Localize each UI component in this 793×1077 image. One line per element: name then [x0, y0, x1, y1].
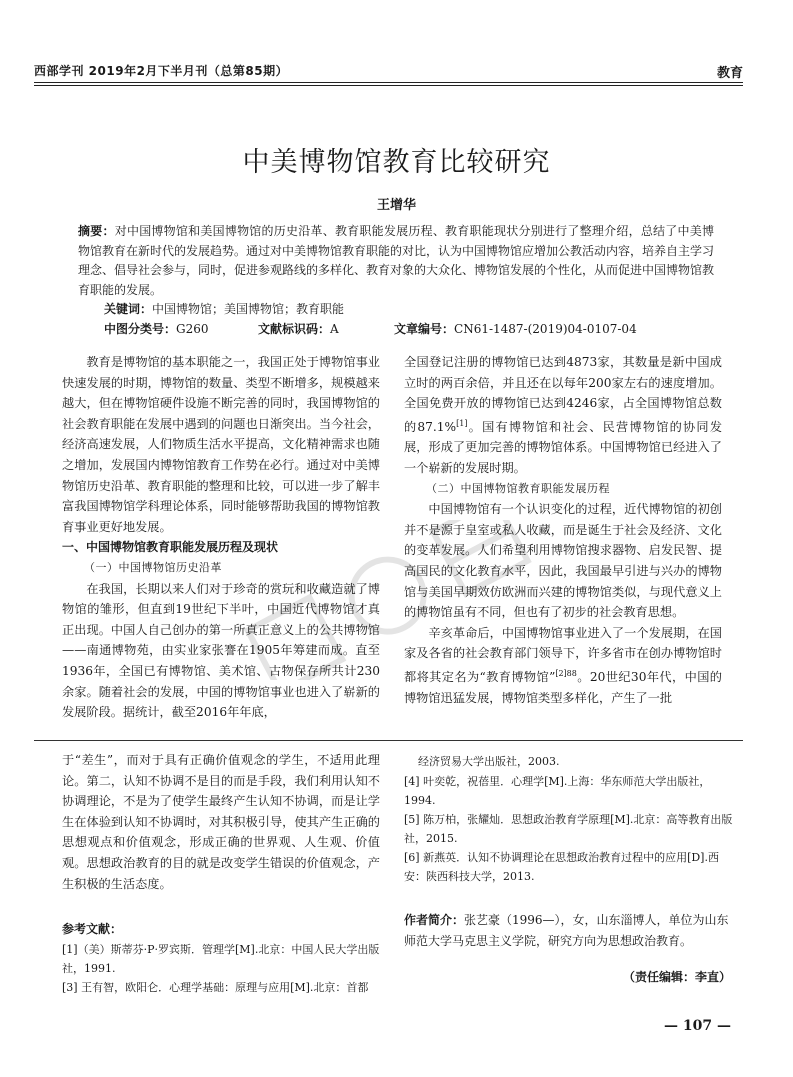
journal-header: 西部学刊 2019年2月下半月刊（总第85期）	[34, 64, 289, 78]
keywords-label: 关键词：	[104, 302, 153, 316]
bio-label: 作者简介：	[404, 913, 465, 927]
section-label: 教育	[716, 66, 743, 81]
citation: [1]	[456, 418, 468, 428]
body-right-column	[404, 352, 722, 708]
reference-item: [6] 新燕英．认知不协调理论在思想政治教育过程中的应用[D].西安：陕西科技大学，2013.	[404, 851, 719, 883]
reference-item: [4] 叶奕乾，祝蓓里．心理学[M].上海：华东师范大学出版社，1994.	[404, 775, 711, 807]
paragraph-text: 全国登记注册的博物馆已达到4873家，其数量是新中国成立时的两百余倍，并且还在以每年200家左右的速度增加。全国免费开放的博物馆已达到4246家，占全国博物馆总数的87.1%	[404, 355, 722, 434]
article-number	[394, 320, 637, 337]
paragraph-text: 。20世纪30年代，中国的博物馆迅猛发展，博物馆类型多样化，产生了一批	[404, 670, 722, 705]
reference-item: [1]（美）斯蒂芬·P·罗宾斯．管理学[M].北京：中国人民大学出版社，1991.	[62, 943, 380, 975]
previous-article-continuation	[62, 750, 380, 894]
reference-item: 经济贸易大学出版社，2003.	[418, 755, 560, 768]
paragraph: 于“差生”，而对于具有正确价值观念的学生，不适用此理论。第二，认知不协调不是目的而是手段，我们利用认知不协调理论，不是为了使学生最终产生认知不协调，而是让学生在体验到认知不协调时，对其积极引导，使其产生正确的思想观点和价值观念，形成正确的世界观、人生观、价值观。思想政治教育的目的就是改变学生错误的价值观念，产生积极的生活态度。	[62, 753, 380, 891]
keywords	[104, 300, 344, 317]
doc-label: 文献标识码：	[258, 322, 331, 336]
paragraph-text: 。国有博物馆和社会、民营博物馆的协同发展，形成了更加完善的博物馆体系。中国博物馆已经进入了一个崭新的发展时期。	[404, 419, 723, 476]
reference-item: [5] 陈万柏，张耀灿．思想政治教育学原理[M].北京：高等教育出版社，2015.	[404, 813, 733, 845]
paragraph: 教育是博物馆的基本职能之一，我国正处于博物馆事业快速发展的时期，博物馆的数量、类型不断增多，规模越来越大，但在博物馆硬件设施不断完善的同时，我国博物馆的社会教育职能在发展中遇到的问题也日渐突出。当今社会，经济高速发展，人们物质生活水平提高，文化精神需求也随之增加，发展国内博物馆教育工作势在必行。通过对中美博物馆历史沿革、教育职能的整理和比较，可以进一步了解丰富我国博物馆学科理论体系，同时能够帮助我国的博物馆教育事业更好地发展。	[62, 355, 380, 534]
section-divider	[34, 740, 743, 741]
editor-note: （责任编辑：李直）	[622, 970, 731, 984]
paragraph	[404, 352, 722, 479]
clc-label: 中图分类号：	[104, 322, 177, 336]
clc-value: G260	[176, 322, 209, 336]
author-name: 王增华	[376, 198, 416, 213]
abstract-text: 对中国博物馆和美国博物馆的历史沿革、教育职能发展历程、教育职能现状分别进行了整理介绍，总结了中美博物馆教育在新时代的发展趋势。通过对中美博物馆教育职能的对比，认为中国博物馆应增加公教活动内容，培养自主学习理念、倡导社会参与，同时，促进参观路线的多样化、教育对象的大众化、博物馆发展的个性化，从而促进中国博物馆教育职能的发展。	[78, 224, 715, 297]
paragraph	[404, 623, 722, 708]
article-label: 文章编号：	[394, 322, 455, 336]
abstract	[78, 222, 714, 300]
section-heading: 一、中国博物馆教育职能发展历程及现状	[62, 540, 279, 555]
citation: [2]88	[555, 668, 577, 678]
paragraph-text: 辛亥革命后，中国博物馆事业进入了一个发展期，在国家及各省的社会教育部门领导下，许多省市在创办博物馆时都将其定名为“教育博物馆”	[404, 625, 722, 685]
clc-number	[104, 320, 209, 337]
paragraph: 中国博物馆有一个认识变化的过程，近代博物馆的初创并不是源于皇室或私人收藏，而是诞生于社会及经济、文化的变革发展。人们希望利用博物馆搜求器物、启发民智、提高国民的文化教育水平，因此，我国最早引进与兴办的博物馆与美国早期效仿欧洲而兴建的博物馆类似，与现代意义上的博物馆虽有不同，但也有了初步的社会教育思想。	[404, 502, 722, 620]
abstract-label: 摘要：	[78, 224, 115, 238]
paragraph: 在我国，长期以来人们对于珍奇的赏玩和收藏造就了博物馆的雏形，但直到19世纪下半叶，中国近代博物馆才真正出现。中国人自己创办的第一所真正意义上的公共博物馆——南通博物苑，由实业家张謇在1905年筹建而成。直至1936年，全国已有博物馆、美术馆、古物保存所共计230余家。随着社会的发展，中国的博物馆事业也进入了崭新的发展阶段。据统计，截至2016年年底，	[62, 581, 380, 720]
author-bio	[404, 910, 734, 952]
bio-text: 张艺豪（1996—），女，山东淄博人，单位为山东师范大学马克思主义学院，研究方向为思想政治教育。	[404, 913, 729, 948]
subsection-heading: （一）中国博物馆历史沿革	[84, 560, 222, 574]
article-title: 中美博物馆教育比较研究	[242, 147, 551, 178]
reference-item: [3] 王有智，欧阳仑．心理学基础：原理与应用[M].北京：首都	[62, 981, 369, 994]
body-left-column	[62, 352, 380, 723]
page-number: — 107 —	[664, 1018, 731, 1034]
subsection-heading: （二）中国博物馆教育职能发展历程	[426, 481, 610, 495]
keywords-text: 中国博物馆；美国博物馆；教育职能	[152, 302, 345, 316]
header-rule-thin	[34, 85, 743, 86]
doc-code	[258, 320, 339, 337]
article-value: CN61-1487-(2019)04-0107-04	[454, 322, 637, 336]
doc-value: A	[330, 322, 339, 336]
references-title: 参考文献：	[62, 922, 123, 936]
header-rule	[34, 82, 743, 83]
